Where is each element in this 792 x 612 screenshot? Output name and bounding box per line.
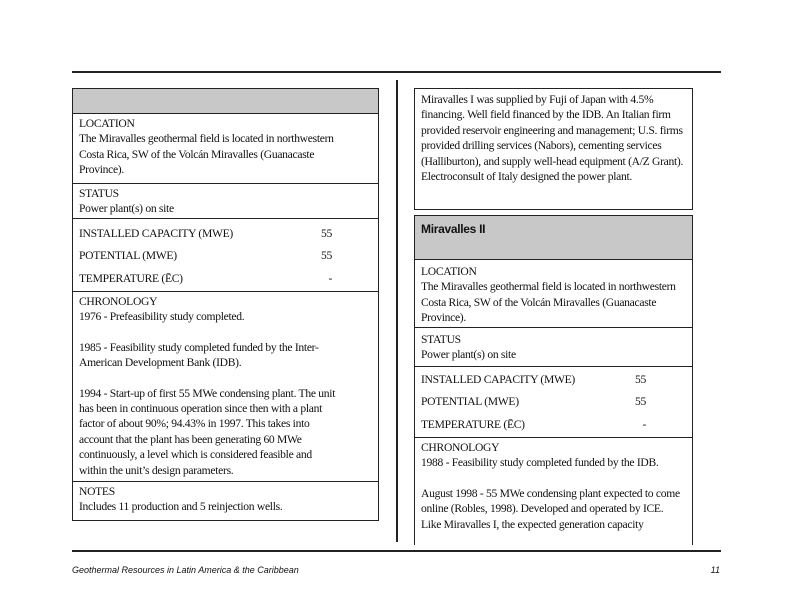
chronology-section	[415, 437, 692, 547]
chronology-entry: 1988 - Feasibility study completed funded by the IDB.	[421, 456, 659, 470]
notes-label: NOTES	[79, 485, 115, 498]
temperature-value: -	[328, 271, 332, 285]
location-section	[73, 113, 378, 183]
miravalles-ii-table	[414, 215, 693, 545]
temperature-value: -	[642, 417, 646, 431]
column-divider	[396, 80, 398, 542]
potential-label: POTENTIAL (MWE)	[421, 395, 519, 409]
status-text: Power plant(s) on site	[79, 202, 174, 216]
chronology-label: CHRONOLOGY	[79, 295, 158, 308]
installed-label: INSTALLED CAPACITY (MWE)	[421, 373, 575, 386]
capacity-section	[73, 218, 378, 291]
potential-value: 55	[321, 249, 332, 263]
installed-value: 55	[635, 373, 646, 386]
capacity-section	[415, 366, 692, 437]
chronology-section	[73, 291, 378, 481]
status-section	[415, 327, 692, 366]
chronology-label: CHRONOLOGY	[421, 441, 500, 454]
top-rule	[72, 71, 721, 73]
status-label: STATUS	[421, 333, 461, 346]
miravalles-i-table	[72, 88, 379, 521]
location-section	[415, 259, 692, 327]
status-text: Power plant(s) on site	[421, 348, 516, 362]
table-header	[73, 89, 378, 113]
location-text: The Miravalles geothermal field is located in northwestern Costa Rica, SW of the Volcán Miravalles (Guanacaste Province).	[421, 280, 676, 325]
miravalles-i-notes-box	[414, 88, 693, 210]
location-label: LOCATION	[421, 265, 477, 278]
chronology-entry: 1994 - Start-up of first 55 MWe condensing plant. The unit has been in continuous operation since then with a plant factor of about 90%; 94.43% in 1997. This takes into account that the plant has been generating 60 MWe continuously, a level which is considered feasible and within the unit’s design parameters.	[79, 386, 336, 477]
footer-title: Geothermal Resources in Latin America & the Caribbean	[72, 565, 299, 575]
bottom-rule	[72, 550, 721, 552]
notes-text: Miravalles I was supplied by Fuji of Japan with 4.5% financing. Well field financed by the IDB. An Italian firm provided reservoir engineering and management; U.S. firms provided drilling services (Nabors), cementing services (Halliburton), and supply well-head equipment (A/Z Grant). Electroconsult of Italy designed the power plant.	[421, 93, 684, 184]
location-label: LOCATION	[79, 117, 135, 130]
page-number: 11	[710, 565, 720, 575]
installed-value: 55	[321, 227, 332, 240]
notes-section	[73, 481, 378, 521]
notes-text: Includes 11 production and 5 reinjection wells.	[79, 500, 283, 514]
temperature-label: TEMPERATURE (ĒC)	[79, 271, 183, 285]
status-label: STATUS	[79, 187, 119, 200]
potential-label: POTENTIAL (MWE)	[79, 249, 177, 263]
potential-value: 55	[635, 395, 646, 409]
installed-label: INSTALLED CAPACITY (MWE)	[79, 227, 233, 240]
chronology-entry: 1976 - Prefeasibility study completed.	[79, 310, 245, 324]
status-section	[73, 183, 378, 218]
temperature-label: TEMPERATURE (ĒC)	[421, 417, 525, 431]
chronology-entry: August 1998 - 55 MWe condensing plant expected to come online (Robles, 1998). Developed and operated by ICE. Like Miravalles I, the expected generation capacity	[421, 486, 680, 531]
chronology-entry: 1985 - Feasibility study completed funded by the Inter-American Development Bank (IDB).	[79, 340, 319, 370]
table-header: Miravalles II	[415, 216, 692, 259]
location-text: The Miravalles geothermal field is located in northwestern Costa Rica, SW of the Volcán Miravalles (Guanacaste Province).	[79, 132, 334, 177]
